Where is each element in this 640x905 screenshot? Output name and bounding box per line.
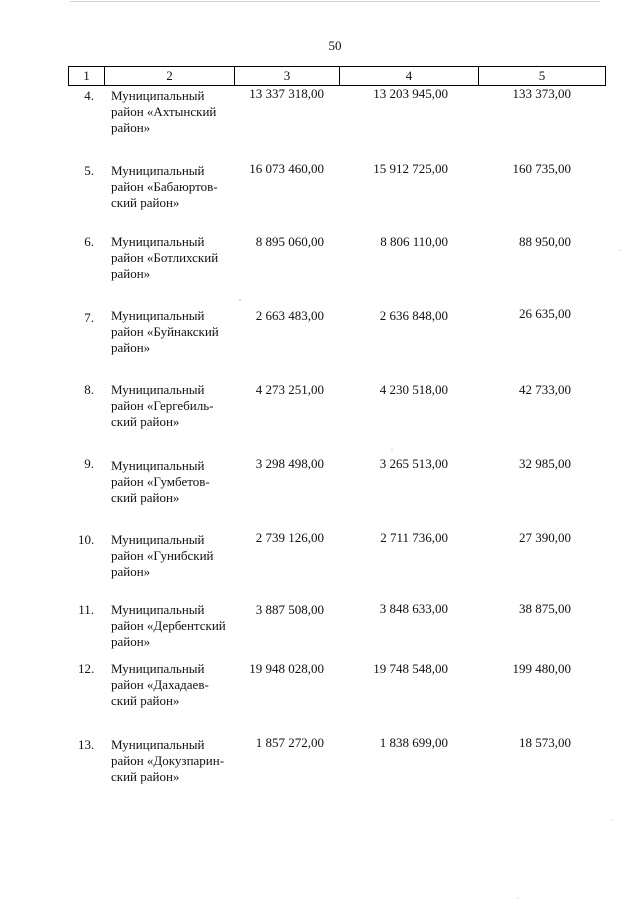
district-name-line: район «Гергебиль- [111,398,214,413]
amount-col3: 8 895 060,00 [255,234,324,249]
amount-col3: 16 073 460,00 [249,161,324,176]
district-name-line: Муниципальный [111,532,205,547]
district-name-line: район» [111,340,151,355]
amount-col3: 19 948 028,00 [249,661,324,676]
district-name-line: ский район» [111,693,180,708]
amount-col3: 1 857 272,00 [255,735,324,750]
row-number: 6. [84,234,94,249]
row-number: 7. [84,310,94,325]
district-name-line: Муниципальный [111,163,205,178]
district-name-line: Муниципальный [111,602,205,617]
row-number: 12. [78,661,95,676]
district-name-line: Муниципальный [111,382,205,397]
amount-col4: 2 711 736,00 [380,530,448,545]
district-name-line: район «Гумбетов- [111,474,210,489]
district-name-line: район «Ботлихский [111,250,219,265]
amount-col4: 2 636 848,00 [379,308,448,323]
district-name-line: ский район» [111,490,180,505]
district-name-line: район» [111,266,151,281]
row-number: 13. [78,737,95,752]
amount-col3: 3 298 498,00 [255,456,324,471]
column-header-4: 4 [340,67,479,86]
row-number: 11. [78,602,94,617]
district-name-line: Муниципальный [111,458,205,473]
column-header-2: 2 [105,67,235,86]
amount-col5: 26 635,00 [519,306,571,321]
district-name-line: район «Дахадаев- [111,677,209,692]
district-name-line: район» [111,564,151,579]
district-name-line: район» [111,634,151,649]
district-name-line: ский район» [111,414,180,429]
column-header-3: 3 [235,67,340,86]
district-name-line: Муниципальный [111,661,205,676]
district-name-line: Муниципальный [111,88,205,103]
amount-col5: 32 985,00 [519,456,571,471]
row-number: 9. [84,456,94,471]
district-name-line: район «Гунибский [111,548,214,563]
amount-col5: 160 735,00 [512,161,571,176]
amount-col4: 15 912 725,00 [373,161,448,176]
district-name-line: район «Дербентский [111,618,226,633]
amount-col3: 4 273 251,00 [255,382,324,397]
page-number: 50 [328,38,342,53]
row-number: 5. [84,163,94,178]
row-number: 4. [84,88,94,103]
district-name-line: Муниципальный [111,234,205,249]
amount-col4: 19 748 548,00 [373,661,448,676]
amount-col4: 3 265 513,00 [379,456,448,471]
district-name-line: район» [111,120,151,135]
amount-col5: 42 733,00 [519,382,571,397]
amount-col5: 133 373,00 [512,86,571,101]
district-name-line: ский район» [111,195,180,210]
district-name-line: район «Докузпарин- [111,753,225,768]
amount-col4: 3 848 633,00 [379,601,448,616]
amount-col3: 3 887 508,00 [255,602,324,617]
district-name-line: Муниципальный [111,737,205,752]
row-number: 8. [84,382,94,397]
amount-col5: 88 950,00 [519,234,571,249]
row-number: 10. [78,532,95,547]
district-name-line: район «Бабаюртов- [111,179,218,194]
amount-col4: 13 203 945,00 [373,86,448,101]
column-header-1: 1 [69,67,105,86]
district-name-line: район «Буйнакский [111,324,219,339]
column-header-5: 5 [479,67,606,86]
amount-col3: 2 663 483,00 [255,308,324,323]
amount-col4: 8 806 110,00 [380,234,448,249]
district-name-line: ский район» [111,769,180,784]
amount-col4: 4 230 518,00 [379,382,448,397]
amount-col3: 2 739 126,00 [255,530,324,545]
amount-col5: 199 480,00 [512,661,571,676]
amount-col3: 13 337 318,00 [249,86,324,101]
amount-col5: 18 573,00 [519,735,571,750]
amount-col4: 1 838 699,00 [379,735,448,750]
district-name-line: район «Ахтынский [111,104,217,119]
amount-col5: 27 390,00 [519,530,571,545]
amount-col5: 38 875,00 [519,601,571,616]
district-name-line: Муниципальный [111,308,205,323]
